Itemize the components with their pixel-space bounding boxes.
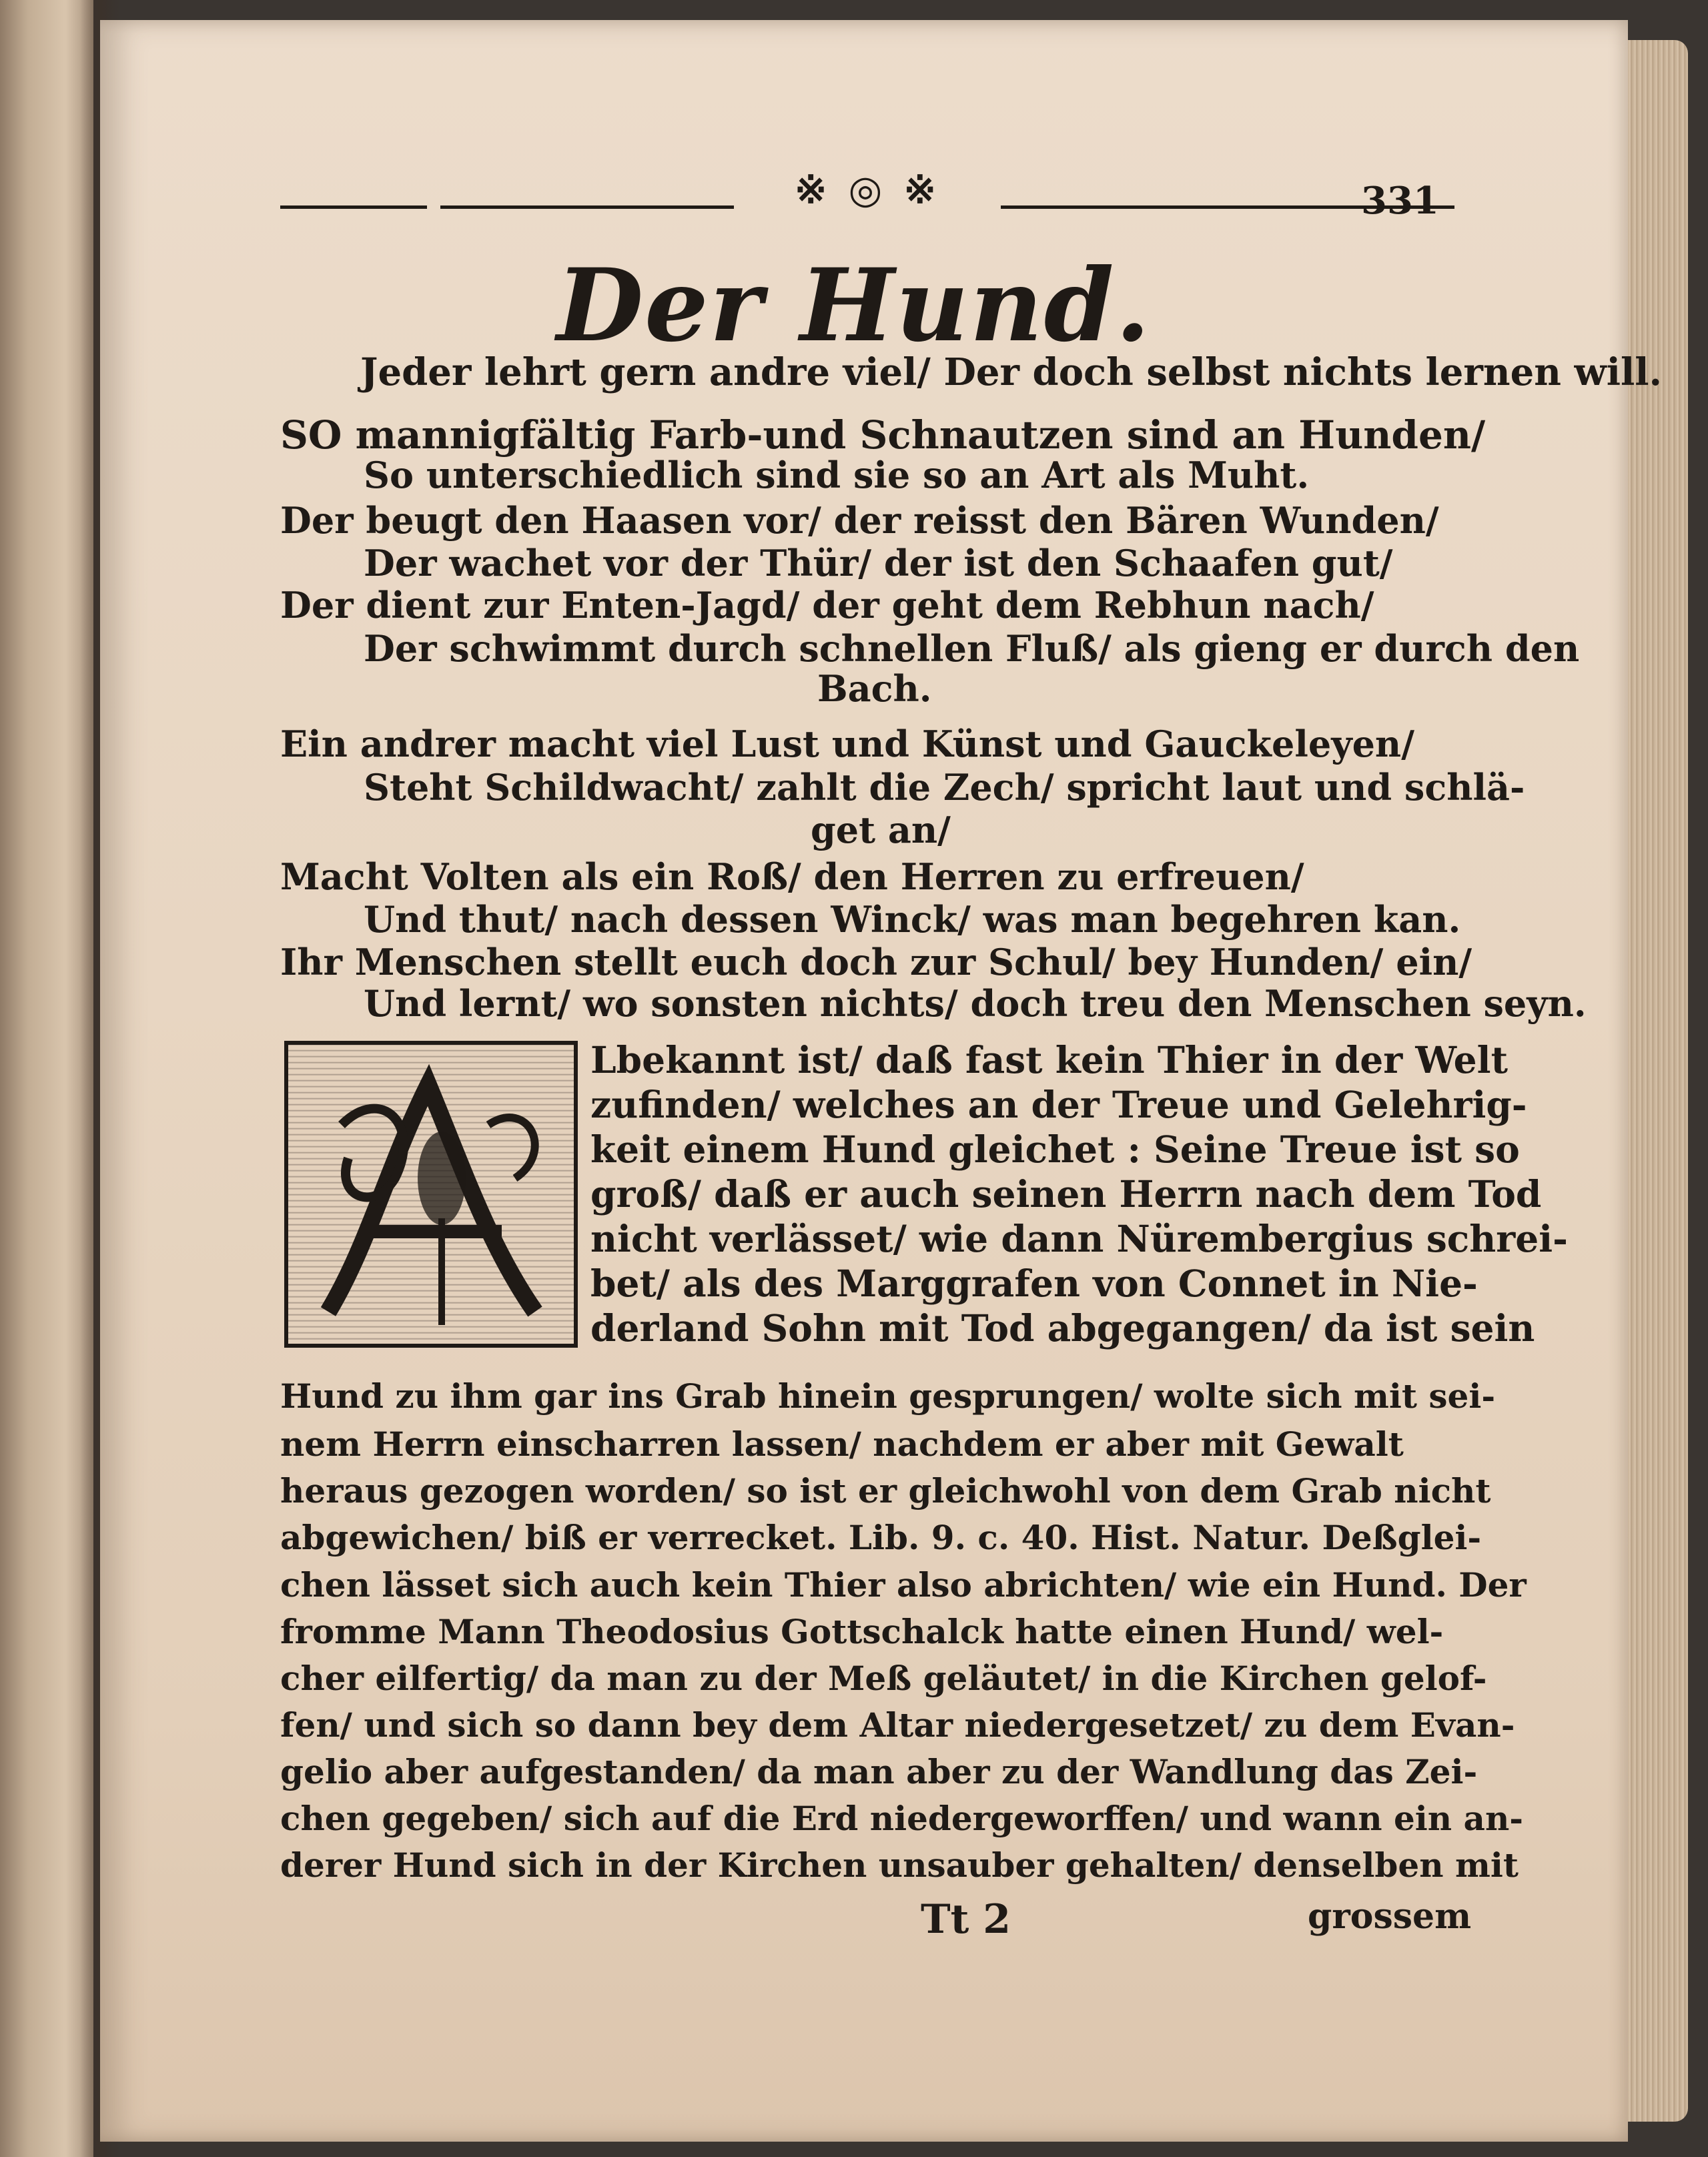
poem-line: Der dient zur Enten-Jagd/ der geht dem Rebhun nach/ bbox=[280, 584, 1374, 626]
poem-line: Ein andrer macht viel Lust und Künst und Gauckeleyen/ bbox=[280, 723, 1414, 765]
prose-line: keit einem Hund gleichet : Seine Treue ist so bbox=[590, 1128, 1520, 1171]
prose-line: fromme Mann Theodosius Gottschalck hatte einen Hund/ wel- bbox=[280, 1612, 1444, 1651]
prose-line: abgewichen/ biß er verrecket. Lib. 9. c. 40. Hist. Natur. Deßglei- bbox=[280, 1518, 1482, 1557]
prose-line: nicht verlässet/ wie dann Nürembergius schrei- bbox=[590, 1217, 1568, 1260]
motto: Jeder lehrt gern andre viel/ Der doch selbst nichts lernen will. bbox=[360, 350, 1663, 394]
poem-line: Bach. bbox=[817, 667, 932, 710]
prose-line: chen gegeben/ sich auf die Erd niedergeworffen/ und wann ein an- bbox=[280, 1799, 1524, 1838]
catchword: grossem bbox=[1308, 1896, 1472, 1937]
header-ornament: ※ ◎ ※ bbox=[794, 167, 941, 212]
poem-line: Und thut/ nach dessen Winck/ was man begehren kan. bbox=[364, 898, 1461, 941]
prose-line: fen/ und sich so dann bey dem Altar niedergesetzet/ zu dem Evan- bbox=[280, 1705, 1515, 1745]
poem-line: Ihr Menschen stellt euch doch zur Schul/ bey Hunden/ ein/ bbox=[280, 941, 1472, 983]
prose-line: gelio aber aufgestanden/ da man aber zu der Wandlung das Zei- bbox=[280, 1752, 1478, 1791]
prose-line: nem Herrn einscharren lassen/ nachdem er aber mit Gewalt bbox=[280, 1424, 1404, 1464]
poem-line: SO mannigfältig Farb-und Schnautzen sind an Hunden/ bbox=[280, 412, 1486, 458]
poem-line: Der beugt den Haasen vor/ der reisst den Bären Wunden/ bbox=[280, 499, 1439, 542]
prose-line: groß/ daß er auch seinen Herrn nach dem Tod bbox=[590, 1172, 1542, 1216]
poem-line: Der wachet vor der Thür/ der ist den Schaafen gut/ bbox=[364, 542, 1393, 584]
header-rule-mid bbox=[440, 205, 734, 209]
prose-line: Lbekannt ist/ daß fast kein Thier in der Welt bbox=[590, 1038, 1508, 1082]
poem-line: get an/ bbox=[811, 809, 951, 851]
header-rule-left bbox=[280, 205, 427, 209]
poem-line: Und lernt/ wo sonsten nichts/ doch treu den Menschen seyn. bbox=[364, 982, 1587, 1025]
poem-line: Der schwimmt durch schnellen Fluß/ als gieng er durch den bbox=[364, 627, 1580, 670]
prose-line: cher eilfertig/ da man zu der Meß geläutet/ in die Kirchen gelof- bbox=[280, 1659, 1487, 1698]
prose-line: heraus gezogen worden/ so ist er gleichwohl von dem Grab nicht bbox=[280, 1471, 1491, 1511]
running-head bbox=[280, 167, 1454, 227]
prose-line: Hund zu ihm gar ins Grab hinein gesprungen/ wolte sich mit sei- bbox=[280, 1376, 1496, 1416]
prose-line: zufinden/ welches an der Treue und Gelehrig- bbox=[590, 1083, 1527, 1126]
decorated-initial bbox=[284, 1041, 578, 1348]
initial-ornament-icon bbox=[288, 1045, 574, 1344]
poem-line: Steht Schildwacht/ zahlt die Zech/ spricht laut und schlä- bbox=[364, 766, 1525, 809]
prose-line: derland Sohn mit Tod abgegangen/ da ist sein bbox=[590, 1306, 1535, 1350]
chapter-title: Der Hund. bbox=[556, 247, 1152, 364]
signature-mark: Tt 2 bbox=[921, 1896, 1011, 1943]
poem-line: Macht Volten als ein Roß/ den Herren zu erfreuen/ bbox=[280, 855, 1304, 898]
poem-line: So unterschiedlich sind sie so an Art als Muht. bbox=[364, 454, 1310, 496]
prose-line: chen lässet sich auch kein Thier also abrichten/ wie ein Hund. Der bbox=[280, 1565, 1527, 1605]
page-number: 331 bbox=[1361, 179, 1439, 223]
prose-line: derer Hund sich in der Kirchen unsauber gehalten/ denselben mit bbox=[280, 1845, 1519, 1885]
prose-line: bet/ als des Marggrafen von Connet in Nie- bbox=[590, 1262, 1478, 1305]
